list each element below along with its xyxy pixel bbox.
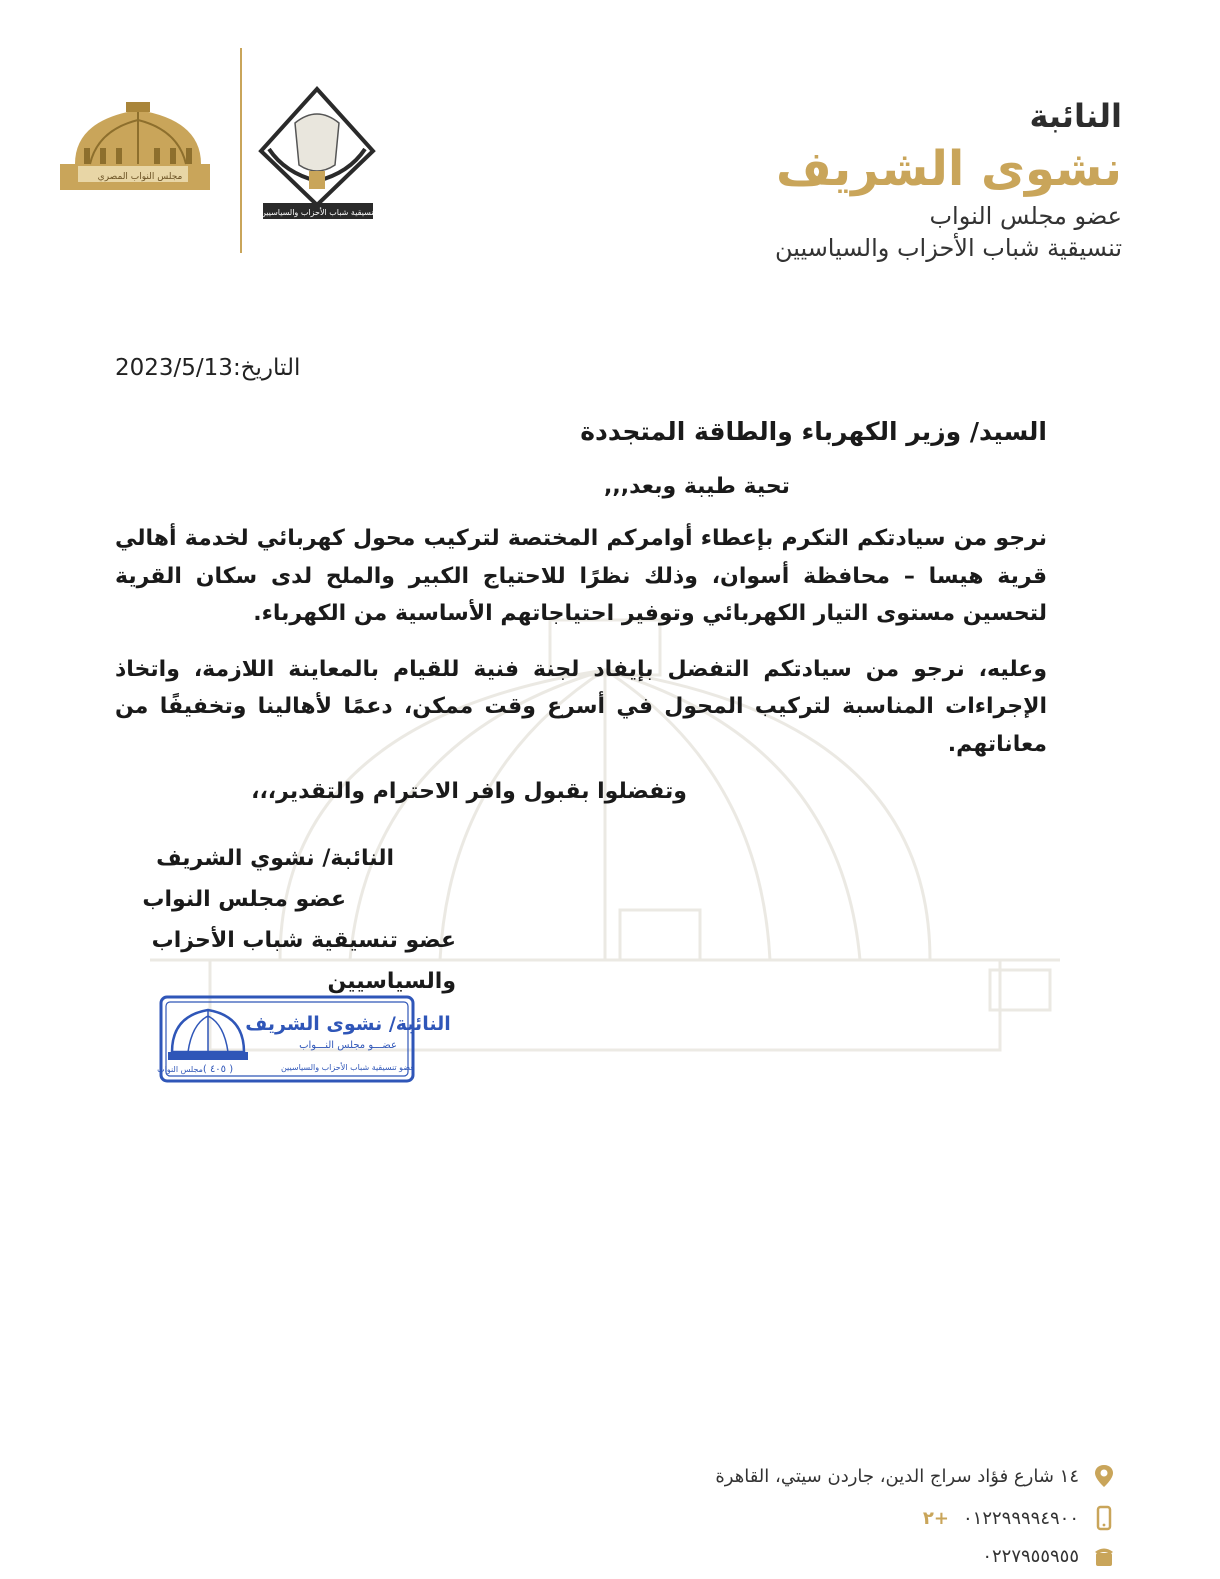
signature-affiliation: عضو تنسيقية شباب الأحزاب والسياسيين (151, 928, 456, 994)
paragraph-request: نرجو من سيادتكم التكرم بإعطاء أوامركم المختصة لتركيب محول كهربائي لخدمة أهالي قرية هيسا – محافظة أسوان، وذلك نظرًا للاحتياج الكبير والملح لدى سكان القرية لتحسين مستوى التيار الكهربائي وتوفير احتياجاتهم الأساسية من الكهرباء. (115, 526, 1047, 626)
country-code: +٢ (922, 1507, 949, 1529)
footer-landline (982, 1544, 1115, 1568)
paragraph-committee: وعليه، نرجو من سيادتكم التفضل بإيفاد لجنة فنية للقيام بالمعاينة اللازمة، واتخاذ الإجراءات المناسبة لتركيب المحول في أسرع وقت ممكن، دعمًا لأهالينا وتخفيفًا من معاناتهم. (115, 656, 1047, 757)
letter-date (115, 355, 300, 381)
stamp-member-no: ( ٤٠٥ ) (202, 1064, 234, 1075)
addressee: السيد/ وزير الكهرباء والطاقة المتجددة (580, 417, 1047, 446)
footer-mobile (923, 1506, 1115, 1530)
closing-line: وتفضلوا بقبول وافر الاحترام والتقدير،،، (251, 779, 687, 804)
stamp-body: مجلس النواب (157, 1065, 203, 1074)
parliament-logo (60, 100, 220, 200)
footer-address (715, 1464, 1115, 1488)
landline-number: ٠٢٢٧٩٥٥٩٥٥ (982, 1545, 1079, 1567)
signature-name: النائبة/ نشوي الشريف (156, 846, 394, 871)
signature-block (36, 838, 456, 1002)
stamp-affiliation: عضو تنسيقية شباب الأحزاب والسياسيين (280, 1063, 416, 1072)
mobile-number: ٠١٢٢٩٩٩٩٤٩٠٠ (962, 1507, 1079, 1529)
date-label: التاريخ: (232, 355, 301, 381)
mobile-phone-icon (1093, 1506, 1115, 1530)
address-text: ١٤ شارع فؤاد سراج الدين، جاردن سيتي، القاهرة (715, 1465, 1079, 1487)
mp-name: نشوى الشريف (775, 141, 1122, 197)
date-value: 2023/5/13 (115, 355, 233, 381)
mp-affiliation: تنسيقية شباب الأحزاب والسياسيين (774, 234, 1122, 262)
letter-body (115, 408, 1047, 809)
tansiqia-logo (255, 85, 380, 225)
mp-role: عضو مجلس النواب (929, 202, 1122, 230)
title-prefix: النائبة (1029, 97, 1122, 135)
stamp-role: عضـــو مجلس النـــواب (299, 1040, 397, 1051)
signature-role: عضو مجلس النواب (142, 887, 346, 912)
location-pin-icon (1093, 1464, 1115, 1488)
tansiqia-logo-text: تنسيقية شباب الأحزاب والسياسيين (260, 208, 376, 217)
greeting: تحية طيبة وبعد,,, (604, 474, 790, 499)
letterhead-title (522, 96, 1122, 264)
telephone-icon (1093, 1544, 1115, 1568)
official-stamp (157, 994, 451, 1084)
parliament-logo-text: مجلس النواب المصري (97, 172, 183, 182)
header-divider (240, 48, 242, 253)
stamp-name: النائبة/ نشوى الشريف (245, 1013, 451, 1035)
